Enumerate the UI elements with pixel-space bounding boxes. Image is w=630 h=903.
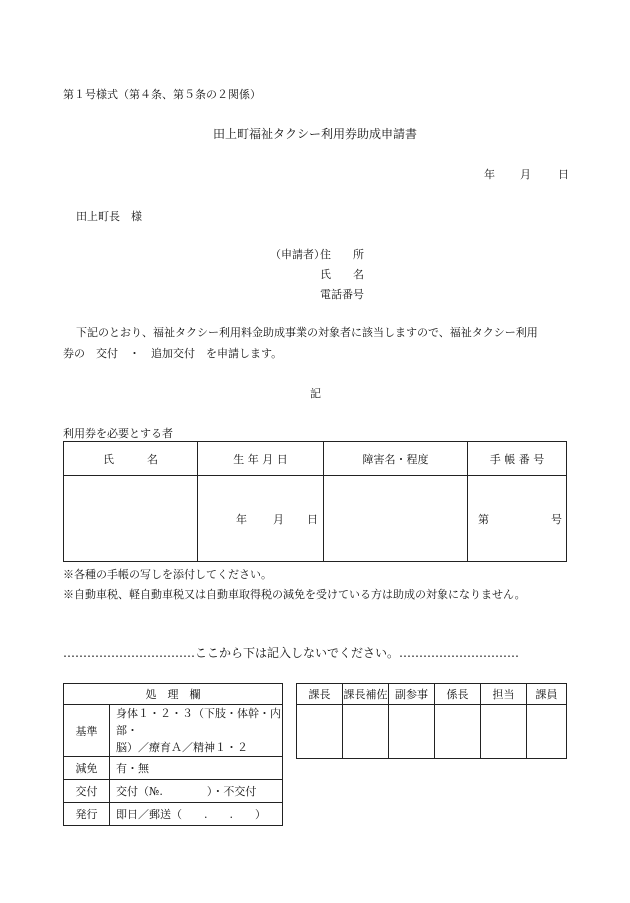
ki-label: 記 [310,387,321,400]
dob-day-label: 日 [307,512,318,526]
processing-row-issuance [64,780,283,803]
approval-header-deputy-chief: 課長補佐 [343,684,389,705]
col-header-name: 氏 名 [64,442,198,476]
applicant-label: （申請者） [270,248,325,261]
processing-row-criteria [64,705,283,757]
stamp-cell-staff[interactable] [527,705,567,759]
processing-row-exemption [64,757,283,780]
issuance-label: 交付 [64,780,110,803]
date-day-label: 日 [558,168,569,181]
col-header-disability: 障害名・程度 [324,442,468,476]
criteria-value-line-2: 脳）／療育Ａ／精神１・２ [116,741,248,754]
note-2: ※自動車税、軽自動車税又は自動車取得税の減免を受けている方は助成の対象になりません。 [63,588,526,601]
criteria-value-line-1: 身体１・２・３（下肢・体幹・内部・ [116,707,281,737]
issuance-value: 交付（№. ）・不交付 [110,780,283,803]
issue-method-label: 発行 [64,803,110,826]
approval-stamp-row [297,705,567,759]
stamp-cell-subsection-chief[interactable] [435,705,481,759]
processing-table [63,683,283,826]
page-title: 田上町福祉タクシー利用券助成申請書 [212,127,417,141]
approval-header-row [297,684,567,705]
recipient-caption: 利用券を必要とする者 [63,427,173,440]
date-year-label: 年 [484,168,495,181]
stamp-cell-deputy-chief[interactable] [343,705,389,759]
divider-line: ……………………………ここから下は記入しないでください。………………………… [63,646,520,660]
col-header-book-number: 手 帳 番 号 [468,442,567,476]
body-line-2: 券の 交付 ・ 追加交付 を申請します。 [63,347,283,360]
stamp-cell-in-charge[interactable] [481,705,527,759]
processing-title-row [64,684,283,705]
approval-header-councillor: 副参事 [389,684,435,705]
recipient-header-row [64,442,567,476]
recipient-dob-cell[interactable] [198,476,324,562]
recipient-table [63,441,567,562]
recipient-data-row [64,476,567,562]
form-number: 第１号様式（第４条、第５条の２関係） [63,88,261,101]
recipient-book-number-cell[interactable] [468,476,567,562]
processing-row-issue-method [64,803,283,826]
stamp-cell-councillor[interactable] [389,705,435,759]
recipient-name-cell[interactable] [64,476,198,562]
stamp-cell-section-chief[interactable] [297,705,343,759]
approval-header-section-chief: 課長 [297,684,343,705]
book-go-label: 号 [551,512,562,526]
dob-year-label: 年 [236,512,247,526]
recipient-disability-cell[interactable] [324,476,468,562]
approval-header-in-charge: 担当 [481,684,527,705]
approval-header-staff: 課員 [527,684,567,705]
criteria-value [110,705,283,757]
exemption-label: 減免 [64,757,110,780]
exemption-value: 有・無 [110,757,283,780]
col-header-dob: 生 年 月 日 [198,442,324,476]
criteria-label: 基準 [64,705,110,757]
body-line-1: 下記のとおり、福祉タクシー利用料金助成事業の対象者に該当しますので、福祉タクシー利用 [76,326,538,339]
applicant-phone-label: 電話番号 [320,288,364,301]
dob-month-label: 月 [273,512,284,526]
applicant-name-label: 氏 名 [320,268,364,281]
note-1: ※各種の手帳の写しを添付してください。 [63,568,272,581]
applicant-address-label: 住 所 [320,248,364,261]
issue-method-value: 即日／郵送（ . . ） [110,803,283,826]
date-month-label: 月 [520,168,531,181]
approval-table [296,683,567,759]
addressee: 田上町長 様 [76,210,142,223]
processing-title: 処 理 欄 [64,684,283,705]
approval-header-subsection-chief: 係長 [435,684,481,705]
book-dai-label: 第 [478,512,489,526]
